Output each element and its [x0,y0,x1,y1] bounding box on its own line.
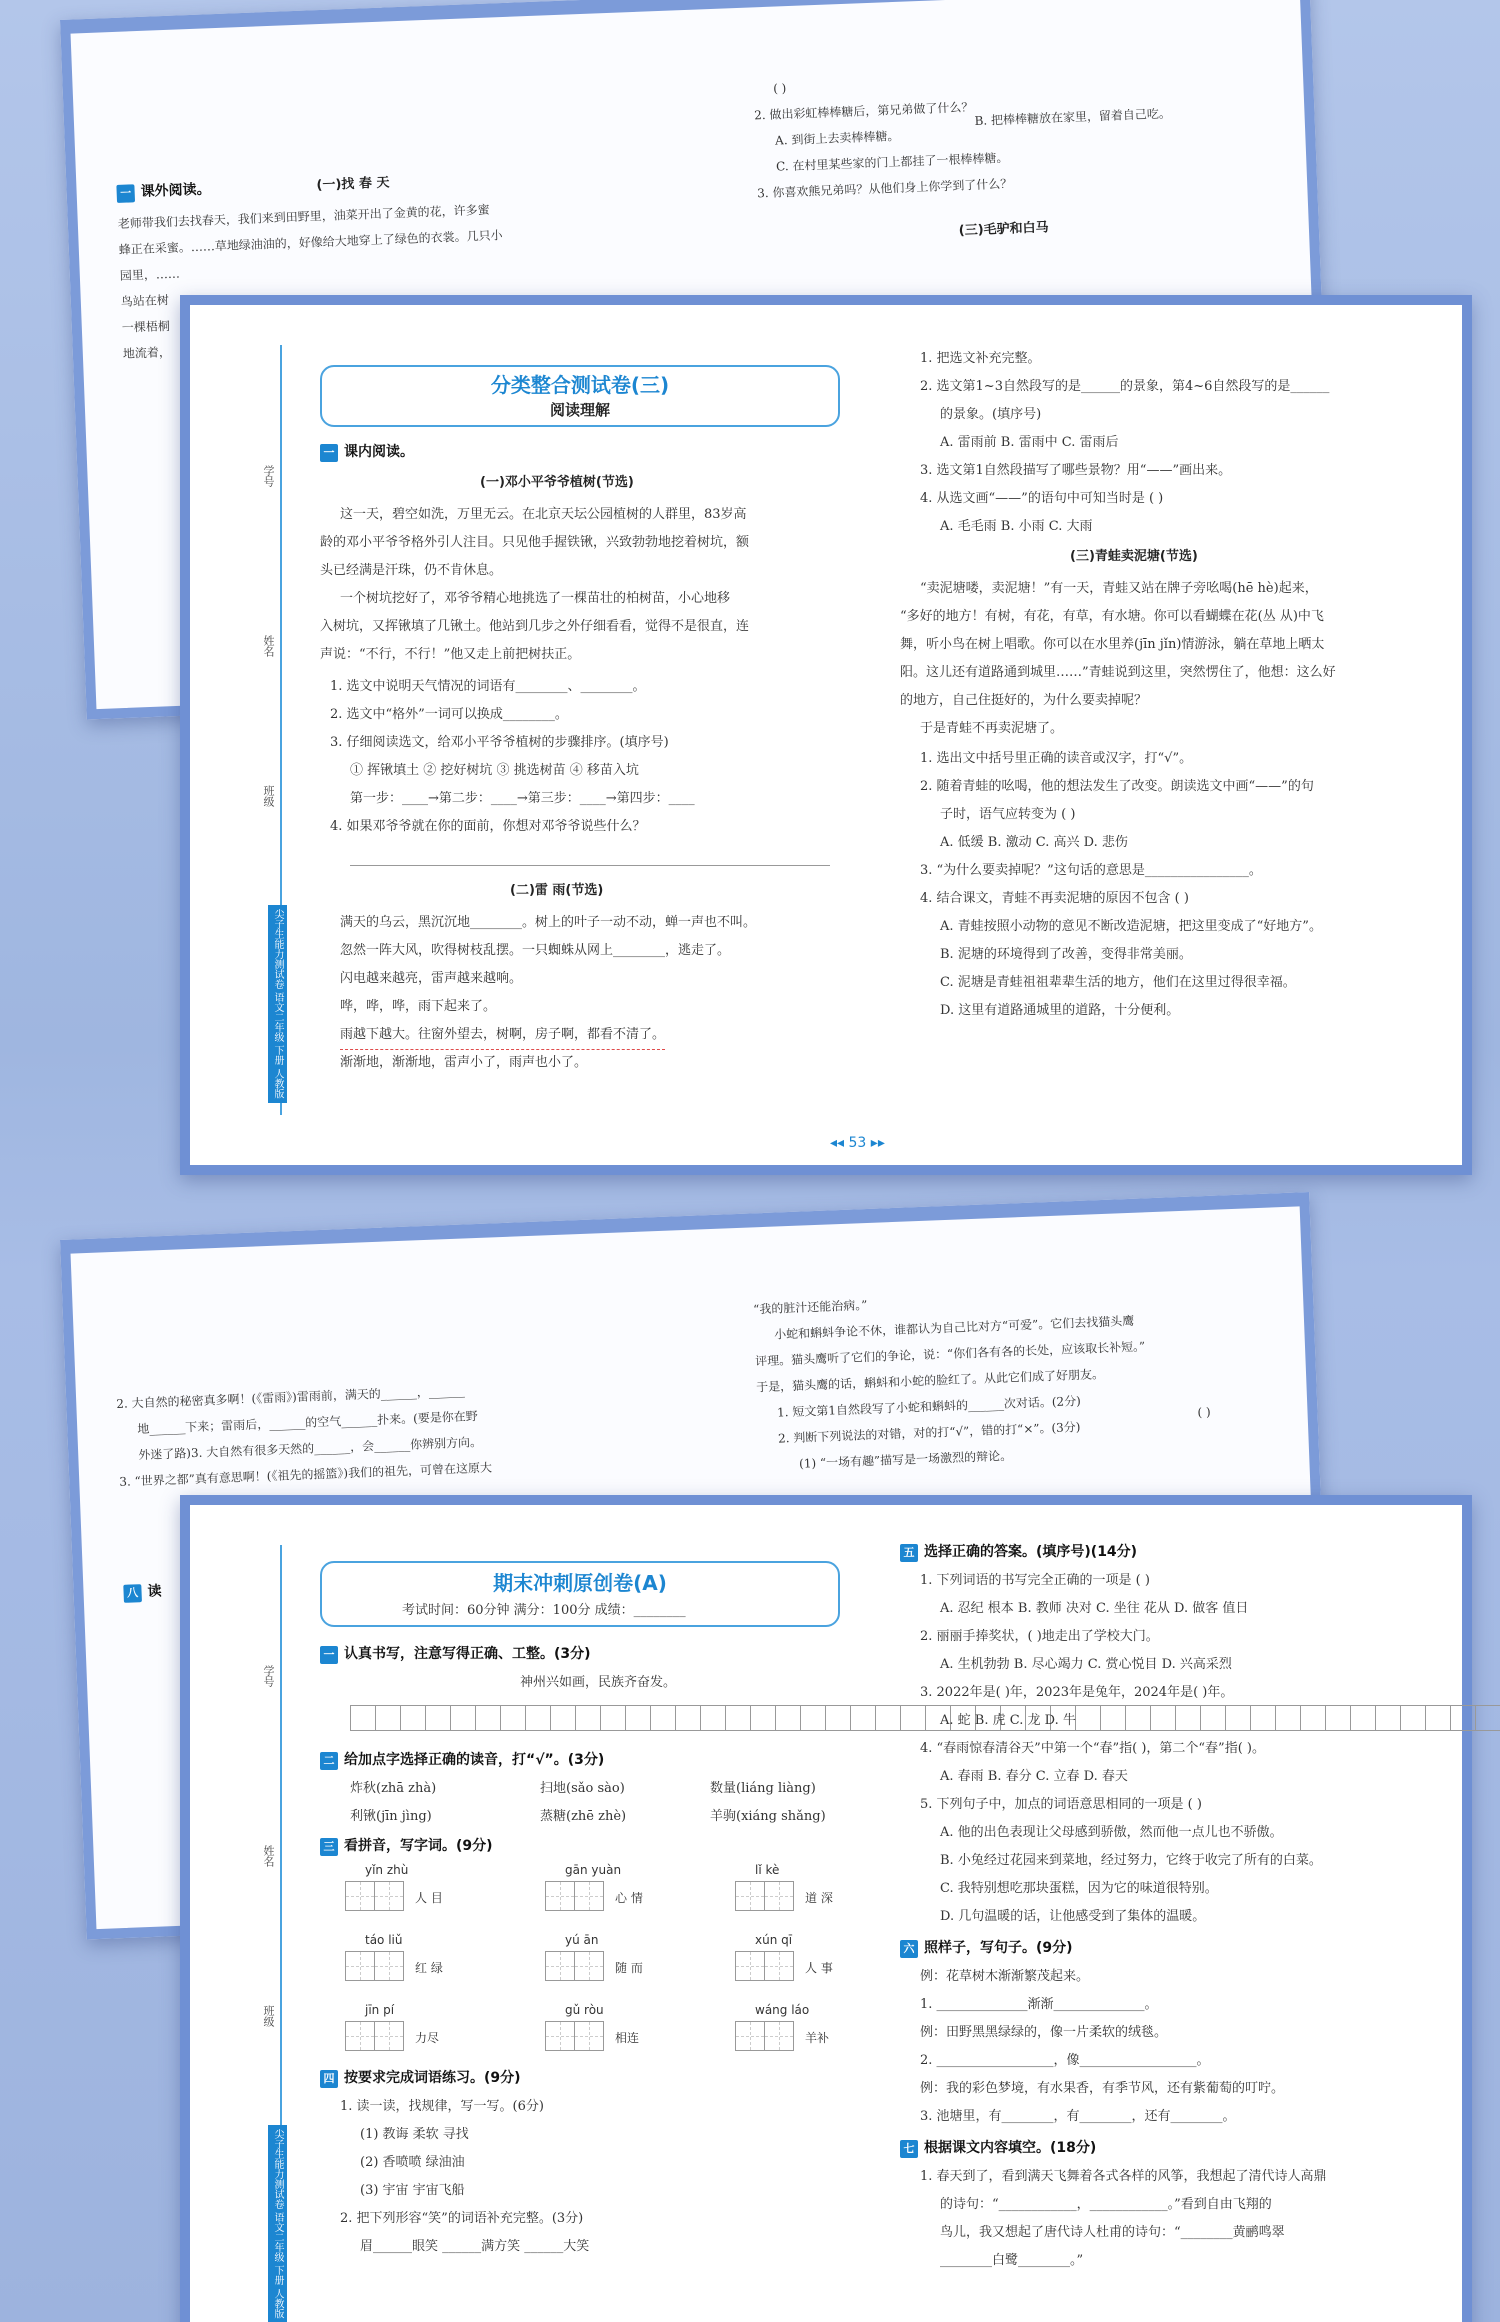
pinyin-boxes[interactable] [735,1881,793,1911]
question: 子时，语气应转变为 ( ) [940,807,1076,822]
sidebar-label-name: 姓名 [262,635,275,657]
pinyin-label: lǐ kè [755,1863,780,1877]
section-heading: 三 看拼音，写字词。(9分) [320,1835,493,1856]
bottom-back-line: 地______下来；雷雨后，______的空气______扑来。(要是你在野 [137,1409,479,1437]
exam-info: 考试时间：60分钟 满分：100分 成绩：________ [402,1603,686,1618]
passage-line: “多好的地方！有树，有花，有草，有水塘。你可以看蝴蝶在花(丛 从)中飞 [900,609,1324,624]
exercise-line: (1) 教诲 柔软 寻找 [360,2127,469,2142]
section-heading: 五 选择正确的答案。(填序号)(14分) [900,1541,1137,1562]
sidebar-series-tag: 尖子生能力测试卷 语文二年级 下册 人教版 [268,905,287,1103]
pinyin-label: yú ān [565,1933,599,1947]
question: 4. 结合课文，青蛙不再卖泥塘的原因不包含 ( ) [920,891,1189,906]
pinyin-context: 道 深 [805,1891,833,1905]
passage-line: “卖泥塘喽，卖泥塘！”有一天，青蛙又站在牌子旁吆喝(hē hè)起来， [920,581,1318,596]
page-title: 期末冲刺原创卷(A) [493,1571,667,1595]
top-back-story-title: (一)找 春 天 [316,175,390,194]
bottom-back-line: 外迷了路)3. 大自然有很多天然的______，会______你辨别方向。 [138,1434,483,1463]
passage-line: 渐渐地，渐渐地，雷声小了，雨声也小了。 [340,1055,588,1070]
question: 3. 仔细阅读选文，给邓小平爷爷植树的步骤排序。(填序号) [330,735,669,750]
fill-line[interactable]: 鸟儿，我又想起了唐代诗人杜甫的诗句：“________黄鹂鸣翠 [940,2225,1285,2240]
top-back-opt: C. 在村里某些家的门上都挂了一根棒棒糖。 [775,150,1009,174]
top-back-line: 蜂正在采蜜。……草地绿油油的，好像给大地穿上了绿色的衣裳。几只小 [118,228,503,257]
question: 1. 选出文中括号里正确的读音或汉字，打“√”。 [920,751,1193,766]
top-back-line: 园里，…… [119,266,181,283]
question-option: D. 这里有道路通城里的道路，十分便利。 [940,1003,1180,1018]
passage-line: 闪电越来越亮，雷声越来越响。 [340,971,523,986]
passage-line: 这一天，碧空如洗，万里无云。在北京天坛公园植树的人群里，83岁高 [340,507,747,522]
pinyin-boxes[interactable] [735,2021,793,2051]
passage1-title: (一)邓小平爷爷植树(节选) [480,475,634,490]
passage-line: 忽然一阵大风，吹得树枝乱摆。一只蜘蛛从网上________，逃走了。 [340,943,731,958]
question: 4. 如果邓爷爷就在你的面前，你想对邓爷爷说些什么？ [330,819,646,834]
question: 2. 随着青蛙的吆喝，他的想法发生了改变。朗读选文中画“——”的句 [920,779,1314,794]
title-box [320,365,840,427]
fill-line[interactable]: ________白鹭________。” [940,2253,1084,2268]
answer-line[interactable]: 1. ______________渐渐______________。 [920,1997,1158,2012]
section-heading: 一 认真书写，注意写得正确、工整。(3分) [320,1643,591,1664]
exercise-line: (3) 宇宙 宇宙飞船 [360,2183,465,2198]
question-options: A. 忍纪 根本 B. 教师 决对 C. 坐往 花从 D. 做客 值日 [940,1601,1249,1616]
top-back-line: 老师带我们去找春天，我们来到田野里，油菜开出了金黄的花，许多蜜 [117,202,490,231]
question-options: A. 雷雨前 B. 雷雨中 C. 雷雨后 [940,435,1119,450]
question-option: B. 泥塘的环境得到了改善，变得非常美丽。 [940,947,1192,962]
top-back-line: 一棵梧桐 [121,319,171,335]
pinyin-context: 人 事 [805,1961,833,1975]
section-heading: 七 根据课文内容填空。(18分) [900,2137,1096,2158]
bottom-back-paren: ( ) [1197,1404,1211,1420]
pinyin-context: 相连 [615,2031,640,2045]
reading-item[interactable]: 羊驹(xiáng shǎng) [710,1809,826,1824]
sidebar-label-class: 班级 [262,785,275,807]
pinyin-label: gǔ ròu [565,2003,604,2017]
answer-line[interactable]: 2. __________________，像__________________。 [920,2053,1210,2068]
exercise-line: 2. 把下列形容“笑”的词语补充完整。(3分) [340,2211,584,2226]
copy-text: 神州兴如画，民族齐奋发。 [520,1675,677,1690]
top-back-story3: (三)毛驴和白马 [958,220,1049,239]
bottom-back-right: 评理。猫头鹰听了它们的争论，说：“你们各有各的长处，应该取长补短。” [754,1339,1146,1369]
sidebar-label-name: 姓名 [262,1845,275,1867]
question: 3. “为什么要卖掉呢？”这句话的意思是________________。 [920,863,1262,878]
bottom-back-section: 八 读 [123,1580,162,1602]
passage-line: 哗，哗，哗，雨下起来了。 [340,999,497,1014]
passage-line: 龄的邓小平爷爷格外引人注目。只见他手握铁锹，兴致勃勃地挖着树坑，额 [320,535,750,550]
page-title: 分类整合测试卷(三) [490,373,670,397]
question: 3. 2022年是( )年，2023年是兔年，2024年是( )年。 [920,1685,1234,1700]
question-option: C. 我特别想吃那块蛋糕，因为它的味道很特别。 [940,1881,1218,1896]
example-line: 例：我的彩色梦境，有水果香，有季节风，还有紫葡萄的叮咛。 [920,2081,1285,2096]
pinyin-boxes[interactable] [545,1951,603,1981]
question: 2. 选文第1~3自然段写的是______的景象，第4~6自然段写的是______ [920,379,1330,394]
passage-line-underlined: 雨越下越大。往窗外望去，树啊，房子啊，都看不清了。 [340,1021,665,1050]
section-heading: 四 按要求完成词语练习。(9分) [320,2067,521,2088]
passage3-title: (三)青蛙卖泥塘(节选) [1070,549,1198,564]
question: 1. 下列词语的书写完全正确的一项是 ( ) [920,1573,1150,1588]
bottom-back-line: 3. “世界之都”真有意思啊！(《祖先的摇篮》)我们的祖先，可曾在这原大 [119,1460,493,1489]
page-number: ◂◂ 53 ▸▸ [830,1135,885,1151]
reading-item[interactable]: 蒸糖(zhē zhè) [540,1809,627,1824]
bottom-back-right: 小蛇和蝌蚪争论不休，谁都认为自己比对方“可爱”。它们去找猫头鹰 [773,1313,1135,1342]
question-option: C. 泥塘是青蛙祖祖辈辈生活的地方，他们在这里过得很幸福。 [940,975,1296,990]
question: 4. 从选文画“——”的语句中可知当时是 ( ) [920,491,1164,506]
bottom-back-right: (1) “一场有趣”描写是一场激烈的辩论。 [798,1448,1013,1471]
passage-line: 于是青蛙不再卖泥塘了。 [920,721,1064,736]
pinyin-label: wáng láo [755,2003,810,2017]
sidebar-series-tag: 尖子生能力测试卷 语文二年级 下册 人教版 [268,2125,287,2322]
question: 1. 把选文补充完整。 [920,351,1041,366]
passage-line: 舞，听小鸟在树上唱歌。你可以在水里养(jīn jǐn)情游泳，躺在草地上晒太 [900,637,1325,652]
pinyin-label: xún qī [755,1933,793,1947]
question-options: A. 毛毛雨 B. 小雨 C. 大雨 [940,519,1093,534]
top-back-paren: ( ) [772,81,787,96]
bottom-back-right: “我的脏汁还能治病。” [752,1298,868,1317]
pinyin-label: táo liǔ [365,1933,403,1947]
question: 4. “春雨惊春清谷天”中第一个“春”指( )，第二个“春”指( )。 [920,1741,1265,1756]
question-option: D. 几句温暖的话，让他感受到了集体的温暖。 [940,1909,1206,1924]
passage-line: 阳。这儿还有道路通到城里……”青蛙说到这里，突然愣住了，他想：这么好 [900,665,1336,680]
top-back-q: 2. 做出彩虹棒棒糖后，第兄弟做了什么？ [753,100,974,123]
pinyin-context: 心 情 [615,1891,643,1905]
passage-line: 声说：“不行，不行！”他又走上前把树扶正。 [320,647,581,662]
bottom-back-line: 2. 大自然的秘密真多啊！(《雷雨》)雷雨前，满天的______，______ [116,1383,465,1411]
bottom-back-right: 1. 短文第1自然段写了小蛇和蝌蚪的______次对话。(2分) [776,1393,1082,1420]
pinyin-context: 随 而 [615,1961,643,1975]
pinyin-context: 人 目 [415,1891,443,1905]
question: 2. 选文中“格外”一词可以换成________。 [330,707,568,722]
pinyin-label: yǐn zhù [365,1863,409,1877]
pinyin-boxes[interactable] [735,1951,793,1981]
question: 1. 选文中说明天气情况的词语有________、________。 [330,679,646,694]
passage-line: 一个树坑挖好了，邓爷爷精心地挑选了一棵苗壮的柏树苗，小心地移 [340,591,731,606]
writing-grid[interactable] [350,1705,1500,1731]
bottom-back-right: 2. 判断下列说法的对错，对的打“√”，错的打“×”。(3分) [777,1419,1081,1446]
question: 3. 选文第1自然段描写了哪些景物？用“——”画出来。 [920,463,1232,478]
page-subtitle: 阅读理解 [549,401,610,419]
passage-line: 头已经满是汗珠，仍不肯休息。 [320,563,503,578]
bottom-front-sheet [180,1495,1472,2322]
passage2-title: (二)雷 雨(节选) [510,883,604,898]
sidebar-label-class: 班级 [262,2005,275,2027]
pinyin-label: gān yuàn [565,1863,622,1877]
sidebar-label-id: 学号 [262,1665,275,1687]
question-option: B. 小兔经过花园来到菜地，经过努力，它终于收完了所有的白菜。 [940,1853,1322,1868]
pinyin-boxes[interactable] [345,1951,403,1981]
question-options: ① 挥锹填土 ② 挖好树坑 ③ 挑选树苗 ④ 移苗入坑 [350,763,639,778]
top-back-q: 3. 你喜欢熊兄弟吗？从他们身上你学到了什么？ [756,176,1013,201]
pinyin-context: 力尽 [415,2031,440,2045]
reading-item[interactable]: 数量(liáng liàng) [710,1781,816,1796]
passage-line: 满天的乌云，黑沉沉地________。树上的叶子一动不动，蝉一声也不叫。 [340,915,757,930]
reading-item[interactable]: 扫地(sǎo sào) [540,1781,625,1796]
question-options: A. 春雨 B. 春分 C. 立春 D. 春天 [940,1769,1128,1784]
question: 2. 丽丽手捧奖状，( )地走出了学校大门。 [920,1629,1159,1644]
answer-line[interactable]: 3. 池塘里，有________，有________，还有________。 [920,2109,1236,2124]
pinyin-boxes[interactable] [345,1881,403,1911]
fill-line: 1. 春天到了，看到满天飞舞着各式各样的风筝，我想起了清代诗人高鼎 [920,2169,1327,2184]
pinyin-context: 红 绿 [415,1961,443,1975]
exercise-line: (2) 香喷喷 绿油油 [360,2155,465,2170]
pinyin-boxes[interactable] [545,2021,603,2051]
section-heading: 二 给加点字选择正确的读音，打“√”。(3分) [320,1749,604,1770]
passage-line: 的地方，自己住挺好的，为什么要卖掉呢？ [900,693,1148,708]
exercise-line: 眉______眼笑 ______满方笑 ______大笑 [360,2239,590,2254]
question: 的景象。(填序号) [940,407,1042,422]
answer-line [350,865,830,866]
question: 5. 下列句子中，加点的词语意思相同的一项是 ( ) [920,1797,1202,1812]
pinyin-boxes[interactable] [345,2021,403,2051]
question-option: A. 他的出色表现让父母感到骄傲，然而他一点儿也不骄傲。 [940,1825,1283,1840]
question-options: A. 低缓 B. 激动 C. 高兴 D. 悲伤 [940,835,1128,850]
exercise-line: 1. 读一读，找规律，写一写。(6分) [340,2099,544,2114]
top-back-section: 一 课外阅读。 [116,178,211,203]
fill-line[interactable]: 的诗句：“____________，____________。”看到自由飞翔的 [940,2197,1272,2212]
section-heading: 六 照样子，写句子。(9分) [900,1937,1073,1958]
title-box [320,1561,840,1627]
section-heading: 一 课内阅读。 [320,441,414,462]
question-options: A. 蛇 B. 虎 C. 龙 D. 牛 [940,1713,1076,1728]
top-back-line: 鸟站在树 [120,293,170,309]
bottom-back-right: 于是，猫头鹰的话，蝌蚪和小蛇的脸红了。从此它们成了好朋友。 [755,1367,1105,1395]
reading-item[interactable]: 炸秋(zhā zhà) [350,1781,437,1796]
sidebar-label-id: 学号 [262,465,275,487]
answer-steps: 第一步：____→第二步：____→第三步：____→第四步：____ [350,791,695,806]
passage-line: 入树坑，又挥锹填了几锹土。他站到几步之外仔细看看，觉得不是很直，连 [320,619,750,634]
question-options: A. 生机勃勃 B. 尽心竭力 C. 赏心悦目 D. 兴高采烈 [940,1657,1232,1672]
pinyin-boxes[interactable] [545,1881,603,1911]
top-back-opt: A. 到街上去卖棒棒糖。 [774,128,900,148]
top-back-line: 地流着， [122,344,172,361]
top-front-sheet [180,295,1472,1175]
top-back-opt: B. 把棒棒糖放在家里，留着自己吃。 [974,106,1172,128]
pinyin-label: jīn pí [365,2003,395,2017]
example-line: 例：田野黑黑绿绿的，像一片柔软的绒毯。 [920,2025,1168,2040]
question-option: A. 青蛙按照小动物的意见不断改造泥塘，把这里变成了“好地方”。 [940,919,1322,934]
reading-item[interactable]: 利锹(jīn jìng) [350,1809,432,1824]
pinyin-context: 羊补 [805,2031,830,2045]
example-line: 例：花草树木渐渐繁茂起来。 [920,1969,1090,1984]
